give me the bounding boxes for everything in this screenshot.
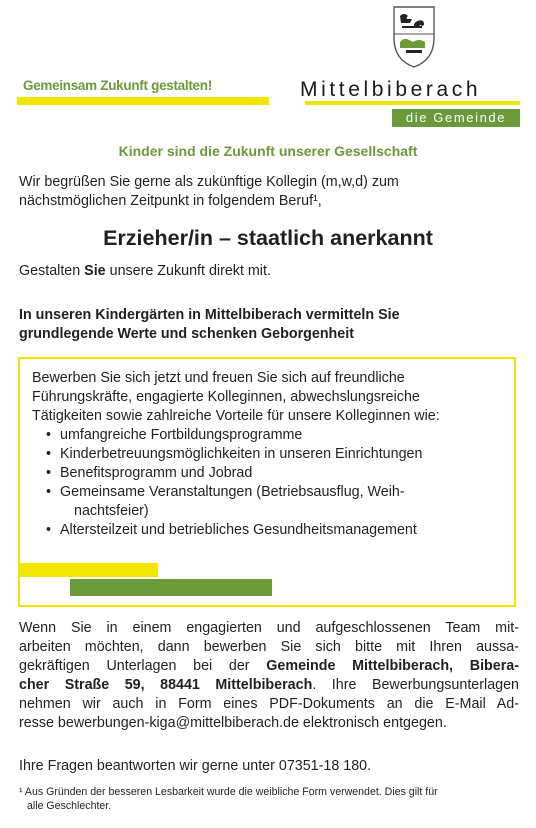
application-text <box>19 619 519 733</box>
benefit-item: • umfangreiche Fortbildungsprogramme <box>32 426 512 445</box>
outro-line <box>19 657 519 676</box>
employer-address: Gemeinde Mittelbiberach, Bibera- <box>266 658 520 674</box>
benefits-list <box>32 426 512 540</box>
outro-line: nehmen wir auch in Form eines PDF-Dokuments an die E-Mail Ad- <box>19 696 519 712</box>
outro-line: arbeiten möchten, dann bewerben Sie sich bitte mit Ihren aussa- <box>19 639 519 655</box>
municipality-subtitle: die Gemeinde <box>392 109 520 127</box>
outro-text: gekräftigen Unterlagen bei der <box>19 658 267 674</box>
headline-line: grundlegende Werte und schenken Geborgenheit <box>19 326 354 342</box>
decor-bar-green <box>70 579 272 596</box>
benefit-item: • Kinderbetreuungsmöglichkeiten in unseren Einrichtungen <box>32 445 512 464</box>
intro-line: nächstmöglichen Zeitpunkt in folgendem Beruf¹, <box>19 193 322 209</box>
benefits-intro-line: Führungskräfte, engagierte Kolleginnen, abwechslungsreiche <box>32 389 420 405</box>
employer-address: cher Straße 59, 88441 Mittelbiberach <box>19 677 313 693</box>
benefits-text <box>32 369 512 540</box>
benefit-item-continuation: nachtsfeier) <box>74 503 149 519</box>
intro-text <box>19 173 519 211</box>
municipality-name: Mittelbiberach <box>300 78 482 101</box>
outro-line: resse bewerbungen-kiga@mittelbiberach.de elektronisch entgegen. <box>19 715 447 731</box>
outro-text: . Ihre Bewerbungsunterlagen <box>312 677 519 693</box>
tagline-emphasis: Sie <box>84 263 106 279</box>
brand-underline <box>305 101 520 105</box>
job-title: Erzieher/in – staatlich anerkannt <box>103 226 433 250</box>
benefit-item: • Gemeinsame Veranstaltungen (Betriebsausflug, Weih- <box>32 483 512 502</box>
footnote-line: ¹ Aus Gründen der besseren Lesbarkeit wurde die weibliche Form verwendet. Dies gilt für <box>19 786 438 798</box>
headline-line: In unseren Kindergärten in Mittelbiberach vermitteln Sie <box>19 307 400 323</box>
tagline-part: Gestalten <box>19 263 85 279</box>
slogan: Gemeinsam Zukunft gestalten! <box>23 78 212 93</box>
outro-line <box>19 676 519 695</box>
tagline <box>19 262 524 281</box>
outro-line: Wenn Sie in einem engagierten und aufgeschlossenen Team mit- <box>19 620 519 636</box>
benefit-item: • Altersteilzeit und betriebliches Gesundheitsmanagement <box>32 521 512 540</box>
subtitle: Kinder sind die Zukunft unserer Gesellschaft <box>118 143 418 159</box>
coat-of-arms-icon <box>390 4 438 70</box>
decor-bar-yellow <box>18 563 158 577</box>
footnote-line: alle Geschlechter. <box>27 800 112 812</box>
benefits-intro-line: Tätigkeiten sowie zahlreiche Vorteile für unsere Kolleginnen wie: <box>32 408 440 424</box>
intro-line: Wir begrüßen Sie gerne als zukünftige Kollegin (m,w,d) zum <box>19 174 399 190</box>
tagline-part: unsere Zukunft direkt mit. <box>105 263 271 279</box>
benefits-intro-line: Bewerben Sie sich jetzt und freuen Sie sich auf freundliche <box>32 370 405 386</box>
footnote <box>19 785 524 813</box>
headline <box>19 306 524 344</box>
slogan-underline <box>17 97 269 105</box>
contact-phone: Ihre Fragen beantworten wir gerne unter 07351-18 180. <box>19 758 372 774</box>
benefit-item: • Benefitsprogramm und Jobrad <box>32 464 512 483</box>
